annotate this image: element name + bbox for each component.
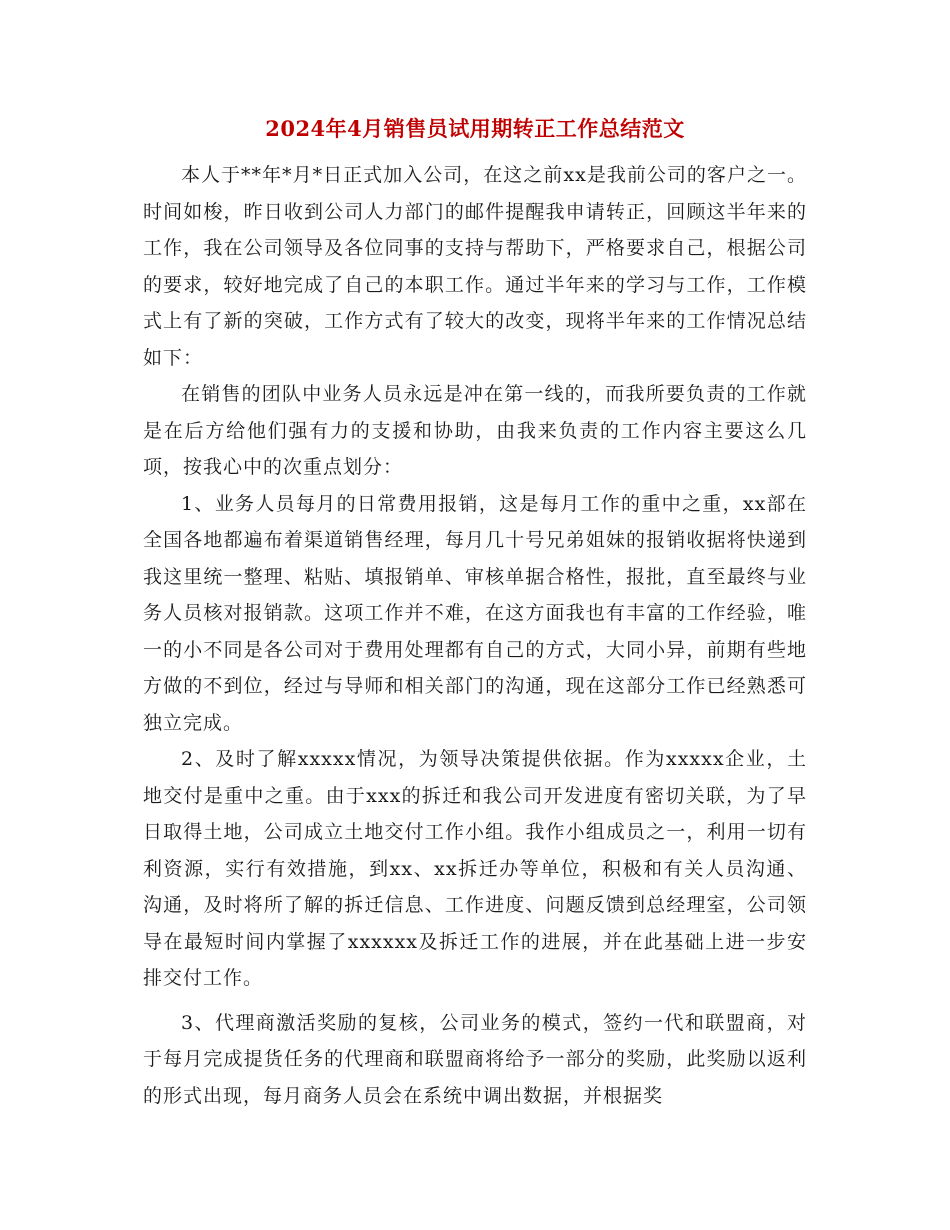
document-title: 2024年4月销售员试用期转正工作总结范文	[265, 116, 685, 141]
paragraph-item-3: 3、代理商激活奖励的复核，公司业务的模式，签约一代和联盟商，对于每月完成提货任务的代理商和联盟商将给予一部分的奖励，此奖励以返利的形式出现，每月商务人员会在系统中调出数据，并根据奖	[143, 1011, 807, 1107]
paragraph-item-2: 2、及时了解xxxxx情况，为领导决策提供依据。作为xxxxx企业，土地交付是重中之重。由于xxx的拆迁和我公司开发进度有密切关联，为了早日取得土地，公司成立土地交付工作小组。我作小组成员之一，利用一切有利资源，实行有效措施，到xx、xx拆迁办等单位，积极和有关人员沟通、沟通，及时将所了解的拆迁信息、工作进度、问题反馈到总经理室，公司领导在最短时间内掌握了xxxxxx及拆迁工作的进展，并在此基础上进一步安排交付工作。	[143, 748, 807, 989]
document-body	[143, 157, 807, 1114]
paragraph-intro: 本人于**年*月*日正式加入公司，在这之前xx是我前公司的客户之一。时间如梭，昨日收到公司人力部门的邮件提醒我申请转正，回顾这半年来的工作，我在公司领导及各位同事的支持与帮助下，严格要求自己，根据公司的要求，较好地完成了自己的本职工作。通过半年来的学习与工作，工作模式上有了新的突破，工作方式有了较大的改变，现将半年来的工作情况总结如下：	[143, 164, 807, 369]
paragraph-team-role: 在销售的团队中业务人员永远是冲在第一线的，而我所要负责的工作就是在后方给他们强有力的支援和协助，由我来负责的工作内容主要这么几项，按我心中的次重点划分：	[143, 383, 807, 478]
paragraph-item-1: 1、业务人员每月的日常费用报销，这是每月工作的重中之重，xx部在全国各地都遍布着渠道销售经理，每月几十号兄弟姐妹的报销收据将快递到我这里统一整理、粘贴、填报销单、审核单据合格性，报批，直至最终与业务人员核对报销款。这项工作并不难，在这方面我也有丰富的工作经验，唯一的小不同是各公司对于费用处理都有自己的方式，大同小异，前期有些地方做的不到位，经过与导师和相关部门的沟通，现在这部分工作已经熟悉可独立完成。	[143, 492, 807, 734]
